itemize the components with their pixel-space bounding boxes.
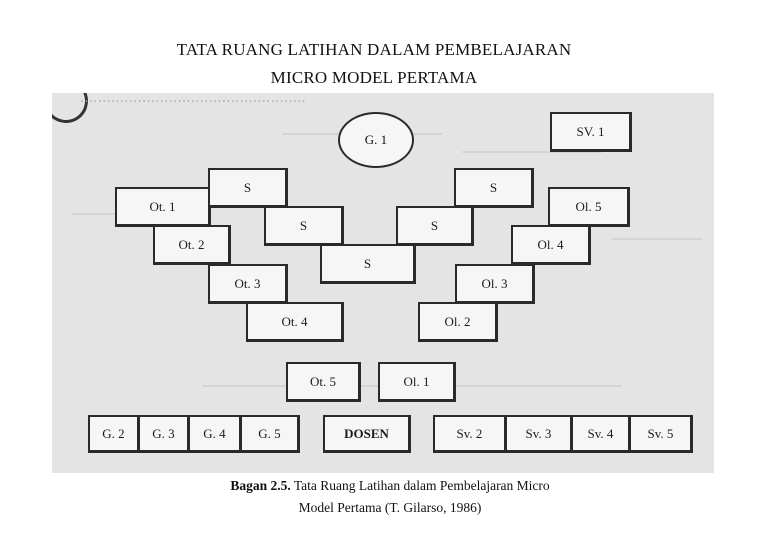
diagram-title-line2: MICRO MODEL PERTAMA: [270, 68, 478, 87]
student-label: S: [489, 179, 498, 195]
ol4-label: Ol. 4: [537, 236, 564, 252]
ol5-box: [548, 187, 630, 227]
bleed-through-line: [612, 238, 702, 240]
ot2-box: [153, 225, 231, 265]
diagram-title-line1: TATA RUANG LATIHAN DALAM PEMBELAJARAN: [176, 40, 572, 59]
student-box-left-top: [208, 168, 288, 208]
dosen-label: DOSEN: [344, 425, 389, 441]
ol4-box: [511, 225, 591, 265]
student-box-left-mid: [264, 206, 344, 246]
sv1-box: [550, 112, 632, 152]
ot3-label: Ot. 3: [234, 275, 261, 291]
bleed-through-text: ···················································: [80, 95, 307, 110]
ot5-box: [286, 362, 361, 402]
student-box-right-top: [454, 168, 534, 208]
ol5-label: Ol. 5: [575, 198, 602, 214]
guru-label: G. 2: [102, 425, 125, 441]
ol3-label: Ol. 3: [481, 275, 508, 291]
g1-label: G. 1: [364, 132, 388, 147]
supervisor-label: Sv. 4: [587, 425, 614, 441]
guru-box: [88, 415, 140, 453]
student-box-center: [320, 244, 416, 284]
ot5-label: Ot. 5: [310, 373, 336, 389]
supervisor-box: [433, 415, 507, 453]
guru-label: G. 5: [258, 425, 281, 441]
supervisor-box: [629, 415, 693, 453]
ot4-box: [246, 302, 344, 342]
student-box-right-mid: [396, 206, 474, 246]
supervisor-box: [505, 415, 573, 453]
figure-caption-line2: Model Pertama (T. Gilarso, 1986): [298, 500, 482, 515]
student-label: S: [299, 217, 308, 233]
sv1-label: SV. 1: [576, 123, 605, 139]
guru-box: [240, 415, 300, 453]
supervisor-label: Sv. 5: [647, 425, 674, 441]
caption-label: Bagan 2.5.: [230, 478, 291, 493]
caption-text: Tata Ruang Latihan dalam Pembelajaran Micro: [290, 478, 550, 493]
ol2-label: Ol. 2: [444, 313, 471, 329]
student-label: S: [430, 217, 439, 233]
ot1-label: Ot. 1: [149, 198, 176, 214]
guru-label: G. 3: [152, 425, 175, 441]
guru-label: G. 4: [203, 425, 226, 441]
ol2-box: [418, 302, 498, 342]
guru-box: [188, 415, 242, 453]
ol3-box: [455, 264, 535, 304]
ot4-label: Ot. 4: [281, 313, 308, 329]
guru-box: [138, 415, 190, 453]
ol1-box: [378, 362, 456, 402]
ot1-box: [115, 187, 211, 227]
supervisor-label: Sv. 3: [525, 425, 552, 441]
figure-caption: [0, 478, 780, 494]
g1-circle: [338, 112, 414, 168]
supervisor-box: [571, 415, 631, 453]
ol1-label: Ol. 1: [403, 373, 430, 389]
student-label: S: [243, 179, 252, 195]
dosen-box: [323, 415, 411, 453]
student-label: S: [363, 255, 372, 271]
supervisor-label: Sv. 2: [456, 425, 483, 441]
ot3-box: [208, 264, 288, 304]
ot2-label: Ot. 2: [178, 236, 205, 252]
